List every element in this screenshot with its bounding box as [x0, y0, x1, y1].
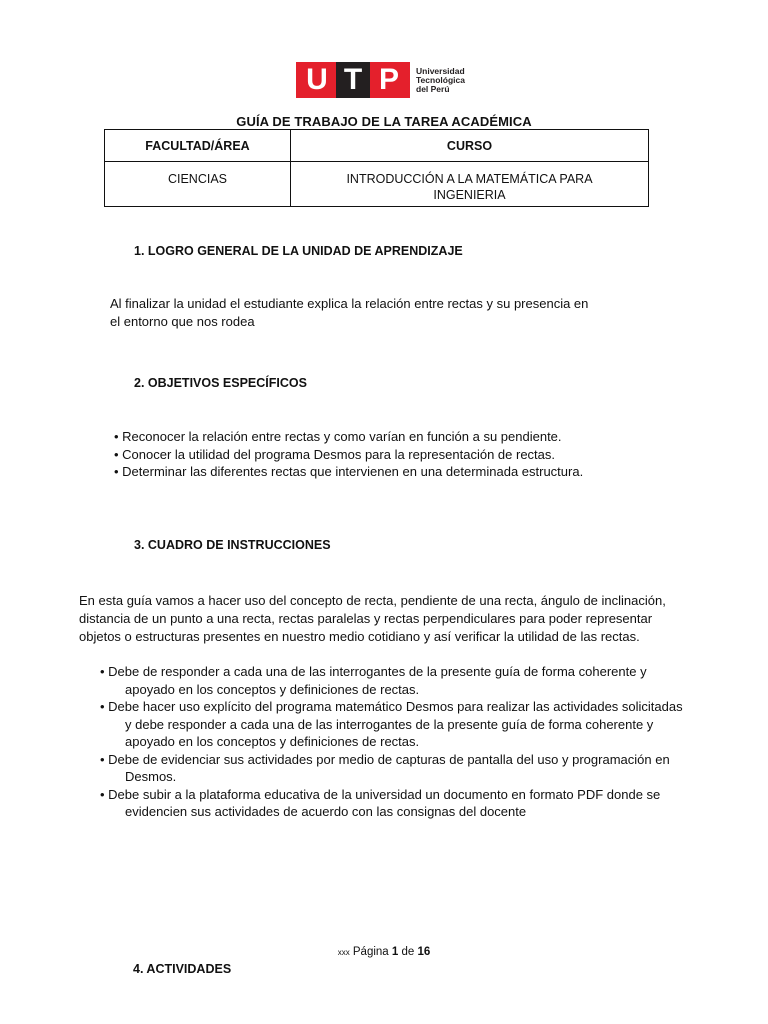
- logo-text-line-3: del Perú: [416, 83, 450, 94]
- logo-text-line-2: Tecnológica: [416, 74, 465, 85]
- list-item: [100, 786, 683, 821]
- curso-line-1: INTRODUCCIÓN A LA MATEMÁTICA PARA: [346, 172, 593, 186]
- footer-current-page: 1: [391, 946, 399, 958]
- bullet-1-line-1: • Debe de responder a cada una de las interrogantes de la presente guía de forma coherente y: [100, 664, 647, 679]
- footer-total-pages: 16: [417, 946, 431, 958]
- page-footer: [0, 946, 768, 958]
- utp-logo: [296, 62, 465, 98]
- header-facultad: FACULTAD/ÁREA: [105, 130, 291, 162]
- section1-heading: 1. LOGRO GENERAL DE LA UNIDAD DE APRENDIZAJE: [134, 244, 463, 258]
- section3-heading: 3. CUADRO DE INSTRUCCIONES: [134, 538, 331, 552]
- table-header-row: [105, 130, 649, 162]
- utp-logo-mark: [296, 62, 410, 98]
- cell-curso: [291, 162, 649, 207]
- footer-de-label: de: [401, 946, 415, 958]
- logo-letter-p: P: [378, 63, 399, 96]
- section1-text: [110, 295, 588, 331]
- section3-bullet-list: [100, 663, 683, 821]
- bullet-2-line-3: apoyado en los conceptos y definiciones de rectas.: [125, 734, 420, 749]
- list-item: • Reconocer la relación entre rectas y como varían en función a su pendiente.: [114, 429, 562, 444]
- section3-intro: [79, 592, 666, 646]
- section3-intro-line-1: En esta guía vamos a hacer uso del concepto de recta, pendiente de una recta, ángulo de inclinación,: [79, 593, 666, 608]
- list-item: • Determinar las diferentes rectas que intervienen en una determinada estructura.: [114, 464, 584, 479]
- course-info-table: [104, 129, 649, 207]
- bullet-2-line-1: • Debe hacer uso explícito del programa matemático Desmos para realizar las actividades solicitadas: [100, 699, 683, 714]
- bullet-3-line-2: Desmos.: [125, 769, 177, 784]
- header-curso: CURSO: [291, 130, 649, 162]
- logo-letter-u: U: [306, 63, 328, 96]
- table-row: [105, 162, 649, 207]
- logo-wordmark: [416, 67, 465, 94]
- footer-prefix: xxx: [337, 948, 350, 957]
- bullet-4-line-1: • Debe subir a la plataforma educativa de la universidad un documento en formato PDF donde se: [100, 786, 661, 802]
- section1-line-1: Al finalizar la unidad el estudiante explica la relación entre rectas y su presencia en: [110, 296, 589, 311]
- section4-heading: 4. ACTIVIDADES: [133, 962, 232, 976]
- document-title: GUÍA DE TRABAJO DE LA TAREA ACADÉMICA: [236, 114, 532, 129]
- section3-intro-line-3: objetos o estructuras presentes en nuestro medio cotidiano y así verificar la utilidad de las rectas.: [79, 629, 640, 644]
- footer-pagina-label: Página: [352, 946, 389, 958]
- list-item: [100, 751, 683, 786]
- bullet-4-line-2: evidencien sus actividades de acuerdo con las consignas del docente: [125, 804, 527, 819]
- section2-bullet-list: [114, 428, 583, 481]
- bullet-1-line-2: apoyado en los conceptos y definiciones de rectas.: [125, 681, 420, 697]
- section1-line-2: el entorno que nos rodea: [110, 314, 255, 329]
- logo-text-line-1: Universidad: [416, 65, 465, 76]
- logo-letter-t: T: [336, 62, 370, 98]
- bullet-2-line-2: y debe responder a cada una de las interrogantes de la presente guía de forma coherente y: [125, 716, 654, 732]
- list-item: • Conocer la utilidad del programa Desmos para la representación de rectas.: [114, 446, 556, 462]
- cell-facultad: CIENCIAS: [105, 162, 291, 207]
- section3-intro-line-2: distancia de un punto a una recta, rectas paralelas y rectas perpendiculares para poder representar: [79, 611, 653, 626]
- section2-heading: 2. OBJETIVOS ESPECÍFICOS: [134, 376, 307, 390]
- bullet-3-line-1: • Debe de evidenciar sus actividades por medio de capturas de pantalla del uso y programación en: [100, 751, 670, 767]
- list-item: [100, 663, 683, 698]
- curso-line-2: INGENIERIA: [433, 188, 506, 202]
- list-item: [100, 698, 683, 751]
